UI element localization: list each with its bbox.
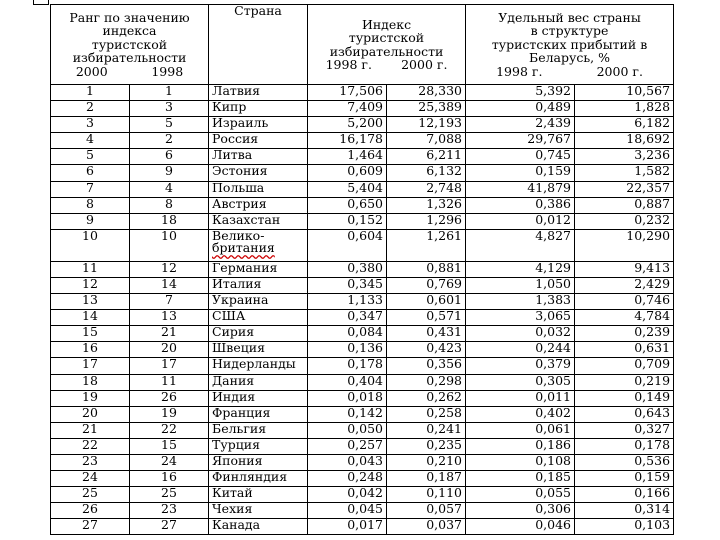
country-cell: Сирия: [209, 326, 308, 342]
rank-2000-cell: 21: [51, 422, 130, 438]
share-2000-cell: 0,643: [575, 406, 674, 422]
share-1998-cell: 29,767: [466, 133, 575, 149]
index-1998-cell: 0,257: [308, 438, 387, 454]
country-cell: Канада: [209, 519, 308, 535]
share-1998-cell: 41,879: [466, 181, 575, 197]
rank-2000-cell: 2: [51, 101, 130, 117]
share-2000-cell: 0,314: [575, 503, 674, 519]
table-row: [51, 213, 674, 229]
rank-1998-cell: 22: [130, 422, 209, 438]
table-row: [51, 133, 674, 149]
rank-2000-cell: 26: [51, 503, 130, 519]
table-row: [51, 406, 674, 422]
index-2000-cell: 7,088: [387, 133, 466, 149]
header-index: [308, 5, 466, 85]
rank-2000-cell: 5: [51, 149, 130, 165]
index-2000-cell: 0,881: [387, 261, 466, 277]
rank-1998-cell: 10: [130, 229, 209, 261]
index-2000-cell: 0,235: [387, 438, 466, 454]
index-1998-cell: 0,650: [308, 197, 387, 213]
index-2000-cell: 0,110: [387, 487, 466, 503]
country-name-line2: британия: [212, 240, 275, 256]
index-2000-cell: 6,132: [387, 165, 466, 181]
share-1998-cell: 1,050: [466, 277, 575, 293]
index-1998-cell: 0,248: [308, 471, 387, 487]
index-2000-cell: 0,769: [387, 277, 466, 293]
share-1998-cell: 4,129: [466, 261, 575, 277]
rank-2000-cell: 11: [51, 261, 130, 277]
table-header-row: [51, 5, 674, 85]
index-2000-cell: 0,037: [387, 519, 466, 535]
share-1998-cell: 0,745: [466, 149, 575, 165]
table-row: [51, 181, 674, 197]
share-2000-cell: 18,692: [575, 133, 674, 149]
index-1998-cell: 0,136: [308, 342, 387, 358]
index-1998-cell: 1,464: [308, 149, 387, 165]
country-cell: Латвия: [209, 85, 308, 101]
header-index-year-2000: 2000 г.: [401, 57, 448, 72]
table-row: [51, 149, 674, 165]
share-2000-cell: 6,182: [575, 117, 674, 133]
header-rank-year-1998: 1998: [151, 63, 184, 79]
index-1998-cell: 0,017: [308, 519, 387, 535]
country-cell: Франция: [209, 406, 308, 422]
rank-1998-cell: 1: [130, 85, 209, 101]
index-1998-cell: 0,050: [308, 422, 387, 438]
rank-1998-cell: 15: [130, 438, 209, 454]
table-row: [51, 294, 674, 310]
rank-2000-cell: 4: [51, 133, 130, 149]
country-cell: Эстония: [209, 165, 308, 181]
rank-1998-cell: 25: [130, 487, 209, 503]
share-2000-cell: 0,103: [575, 519, 674, 535]
share-1998-cell: 0,011: [466, 390, 575, 406]
table-row: [51, 374, 674, 390]
share-2000-cell: 0,536: [575, 454, 674, 470]
rank-1998-cell: 23: [130, 503, 209, 519]
index-1998-cell: 0,043: [308, 454, 387, 470]
table-row: [51, 310, 674, 326]
rank-2000-cell: 20: [51, 406, 130, 422]
country-cell: Чехия: [209, 503, 308, 519]
header-index-line: избирательности: [329, 43, 444, 59]
country-cell: Австрия: [209, 197, 308, 213]
rank-2000-cell: 6: [51, 165, 130, 181]
share-2000-cell: 0,631: [575, 342, 674, 358]
rank-1998-cell: 8: [130, 197, 209, 213]
index-1998-cell: 5,404: [308, 181, 387, 197]
country-cell: Нидерланды: [209, 358, 308, 374]
country-cell: Турция: [209, 438, 308, 454]
header-share: [466, 5, 674, 85]
share-2000-cell: 0,709: [575, 358, 674, 374]
share-1998-cell: 2,439: [466, 117, 575, 133]
header-share-line: в структуре: [530, 23, 609, 39]
share-2000-cell: 0,149: [575, 390, 674, 406]
index-2000-cell: 0,241: [387, 422, 466, 438]
table-row: [51, 85, 674, 101]
country-name-line1: Велико-: [212, 229, 265, 243]
share-2000-cell: 0,219: [575, 374, 674, 390]
country-cell: Казахстан: [209, 213, 308, 229]
rank-2000-cell: 24: [51, 471, 130, 487]
table-row: [51, 101, 674, 117]
country-cell: Израиль: [209, 117, 308, 133]
table-row: [51, 438, 674, 454]
header-share-line: Беларусь, %: [529, 50, 610, 66]
table-row: [51, 165, 674, 181]
country-cell: Индия: [209, 390, 308, 406]
rank-2000-cell: 14: [51, 310, 130, 326]
share-1998-cell: 0,489: [466, 101, 575, 117]
rank-1998-cell: 12: [130, 261, 209, 277]
share-1998-cell: 0,386: [466, 197, 575, 213]
country-cell: Польша: [209, 181, 308, 197]
share-2000-cell: 0,239: [575, 326, 674, 342]
rank-2000-cell: 15: [51, 326, 130, 342]
header-index-line: туристской: [348, 30, 425, 45]
rank-2000-cell: 16: [51, 342, 130, 358]
rank-2000-cell: 12: [51, 277, 130, 293]
index-2000-cell: 0,258: [387, 406, 466, 422]
index-2000-cell: 0,262: [387, 390, 466, 406]
share-1998-cell: 0,159: [466, 165, 575, 181]
tourism-index-table: [50, 4, 674, 535]
table-row: [51, 261, 674, 277]
index-1998-cell: 17,506: [308, 85, 387, 101]
rank-1998-cell: 18: [130, 213, 209, 229]
rank-1998-cell: 14: [130, 277, 209, 293]
country-cell: [209, 229, 308, 261]
index-1998-cell: 0,380: [308, 261, 387, 277]
share-1998-cell: 0,055: [466, 487, 575, 503]
rank-1998-cell: 3: [130, 101, 209, 117]
share-2000-cell: 1,828: [575, 101, 674, 117]
header-rank-line: избирательности: [72, 50, 187, 66]
rank-1998-cell: 20: [130, 342, 209, 358]
share-1998-cell: 0,402: [466, 406, 575, 422]
rank-2000-cell: 18: [51, 374, 130, 390]
index-1998-cell: 0,045: [308, 503, 387, 519]
header-share-year-2000: 2000 г.: [596, 63, 643, 79]
header-rank-line: Ранг по значению: [69, 9, 190, 25]
share-2000-cell: 4,784: [575, 310, 674, 326]
rank-1998-cell: 2: [130, 133, 209, 149]
share-1998-cell: 0,244: [466, 342, 575, 358]
share-2000-cell: 0,746: [575, 294, 674, 310]
index-1998-cell: 0,178: [308, 358, 387, 374]
country-cell: Швеция: [209, 342, 308, 358]
rank-1998-cell: 9: [130, 165, 209, 181]
rank-2000-cell: 7: [51, 181, 130, 197]
rank-2000-cell: 25: [51, 487, 130, 503]
share-1998-cell: 0,379: [466, 358, 575, 374]
index-2000-cell: 25,389: [387, 101, 466, 117]
share-2000-cell: 2,429: [575, 277, 674, 293]
rank-1998-cell: 21: [130, 326, 209, 342]
index-1998-cell: 1,133: [308, 294, 387, 310]
rank-2000-cell: 22: [51, 438, 130, 454]
rank-1998-cell: 27: [130, 519, 209, 535]
country-cell: Литва: [209, 149, 308, 165]
index-2000-cell: 0,431: [387, 326, 466, 342]
rank-1998-cell: 5: [130, 117, 209, 133]
rank-2000-cell: 3: [51, 117, 130, 133]
rank-1998-cell: 11: [130, 374, 209, 390]
rank-2000-cell: 1: [51, 85, 130, 101]
country-cell: Бельгия: [209, 422, 308, 438]
share-2000-cell: 22,357: [575, 181, 674, 197]
index-2000-cell: 0,210: [387, 454, 466, 470]
header-rank-year-2000: 2000: [75, 63, 108, 79]
table-row: [51, 277, 674, 293]
share-2000-cell: 3,236: [575, 149, 674, 165]
table-row: [51, 519, 674, 535]
index-2000-cell: 0,187: [387, 471, 466, 487]
index-2000-cell: 0,298: [387, 374, 466, 390]
share-2000-cell: 10,567: [575, 85, 674, 101]
index-2000-cell: 0,057: [387, 503, 466, 519]
country-cell: Кипр: [209, 101, 308, 117]
table-row: [51, 422, 674, 438]
rank-2000-cell: 27: [51, 519, 130, 535]
index-2000-cell: 0,356: [387, 358, 466, 374]
table-row: [51, 454, 674, 470]
table-row: [51, 229, 674, 261]
share-2000-cell: 0,327: [575, 422, 674, 438]
share-1998-cell: 0,012: [466, 213, 575, 229]
share-2000-cell: 10,290: [575, 229, 674, 261]
rank-1998-cell: 4: [130, 181, 209, 197]
country-cell: США: [209, 310, 308, 326]
share-1998-cell: 0,185: [466, 471, 575, 487]
country-cell: Финляндия: [209, 471, 308, 487]
index-1998-cell: 0,084: [308, 326, 387, 342]
table-row: [51, 487, 674, 503]
share-1998-cell: 0,046: [466, 519, 575, 535]
index-1998-cell: 0,604: [308, 229, 387, 261]
table-row: [51, 471, 674, 487]
share-2000-cell: 0,166: [575, 487, 674, 503]
index-1998-cell: 0,347: [308, 310, 387, 326]
country-cell: Россия: [209, 133, 308, 149]
index-2000-cell: 28,330: [387, 85, 466, 101]
index-1998-cell: 0,152: [308, 213, 387, 229]
rank-2000-cell: 10: [51, 229, 130, 261]
table-row: [51, 390, 674, 406]
index-1998-cell: 0,609: [308, 165, 387, 181]
rank-1998-cell: 26: [130, 390, 209, 406]
document-corner-mark: [33, 0, 49, 5]
country-cell: Дания: [209, 374, 308, 390]
share-1998-cell: 5,392: [466, 85, 575, 101]
index-2000-cell: 1,261: [387, 229, 466, 261]
table-row: [51, 117, 674, 133]
rank-1998-cell: 7: [130, 294, 209, 310]
share-2000-cell: 0,178: [575, 438, 674, 454]
rank-2000-cell: 19: [51, 390, 130, 406]
header-share-line: Удельный вес страны: [498, 9, 641, 25]
rank-2000-cell: 13: [51, 294, 130, 310]
header-index-line: Индекс: [361, 16, 412, 32]
share-2000-cell: 0,232: [575, 213, 674, 229]
index-2000-cell: 12,193: [387, 117, 466, 133]
header-rank-line: индекса: [102, 23, 157, 39]
rank-2000-cell: 9: [51, 213, 130, 229]
rank-1998-cell: 13: [130, 310, 209, 326]
rank-2000-cell: 23: [51, 454, 130, 470]
country-cell: Япония: [209, 454, 308, 470]
share-1998-cell: 0,306: [466, 503, 575, 519]
rank-1998-cell: 19: [130, 406, 209, 422]
header-share-line: туристских прибытий в: [491, 36, 648, 52]
share-1998-cell: 4,827: [466, 229, 575, 261]
share-1998-cell: 1,383: [466, 294, 575, 310]
index-2000-cell: 6,211: [387, 149, 466, 165]
index-1998-cell: 5,200: [308, 117, 387, 133]
country-cell: Италия: [209, 277, 308, 293]
share-2000-cell: 0,159: [575, 471, 674, 487]
header-rank: [51, 5, 209, 85]
rank-1998-cell: 16: [130, 471, 209, 487]
index-1998-cell: 0,345: [308, 277, 387, 293]
rank-1998-cell: 6: [130, 149, 209, 165]
index-1998-cell: 0,142: [308, 406, 387, 422]
share-1998-cell: 0,032: [466, 326, 575, 342]
table-row: [51, 503, 674, 519]
index-2000-cell: 0,601: [387, 294, 466, 310]
country-cell: Китай: [209, 487, 308, 503]
index-1998-cell: 16,178: [308, 133, 387, 149]
index-1998-cell: 0,042: [308, 487, 387, 503]
table-row: [51, 197, 674, 213]
share-2000-cell: 1,582: [575, 165, 674, 181]
country-cell: Германия: [209, 261, 308, 277]
index-1998-cell: 0,018: [308, 390, 387, 406]
share-1998-cell: 0,186: [466, 438, 575, 454]
index-1998-cell: 0,404: [308, 374, 387, 390]
table-row: [51, 342, 674, 358]
country-cell: Украина: [209, 294, 308, 310]
rank-1998-cell: 24: [130, 454, 209, 470]
header-share-year-1998: 1998 г.: [496, 63, 543, 79]
index-2000-cell: 1,326: [387, 197, 466, 213]
index-2000-cell: 0,571: [387, 310, 466, 326]
table-row: [51, 358, 674, 374]
share-1998-cell: 0,305: [466, 374, 575, 390]
share-2000-cell: 9,413: [575, 261, 674, 277]
index-1998-cell: 7,409: [308, 101, 387, 117]
header-index-year-1998: 1998 г.: [325, 57, 372, 72]
share-2000-cell: 0,887: [575, 197, 674, 213]
table-row: [51, 326, 674, 342]
header-country: Страна: [209, 5, 308, 85]
index-2000-cell: 1,296: [387, 213, 466, 229]
share-1998-cell: 3,065: [466, 310, 575, 326]
header-rank-line: туристской: [91, 36, 168, 52]
share-1998-cell: 0,108: [466, 454, 575, 470]
rank-2000-cell: 17: [51, 358, 130, 374]
index-2000-cell: 0,423: [387, 342, 466, 358]
share-1998-cell: 0,061: [466, 422, 575, 438]
rank-2000-cell: 8: [51, 197, 130, 213]
index-2000-cell: 2,748: [387, 181, 466, 197]
rank-1998-cell: 17: [130, 358, 209, 374]
